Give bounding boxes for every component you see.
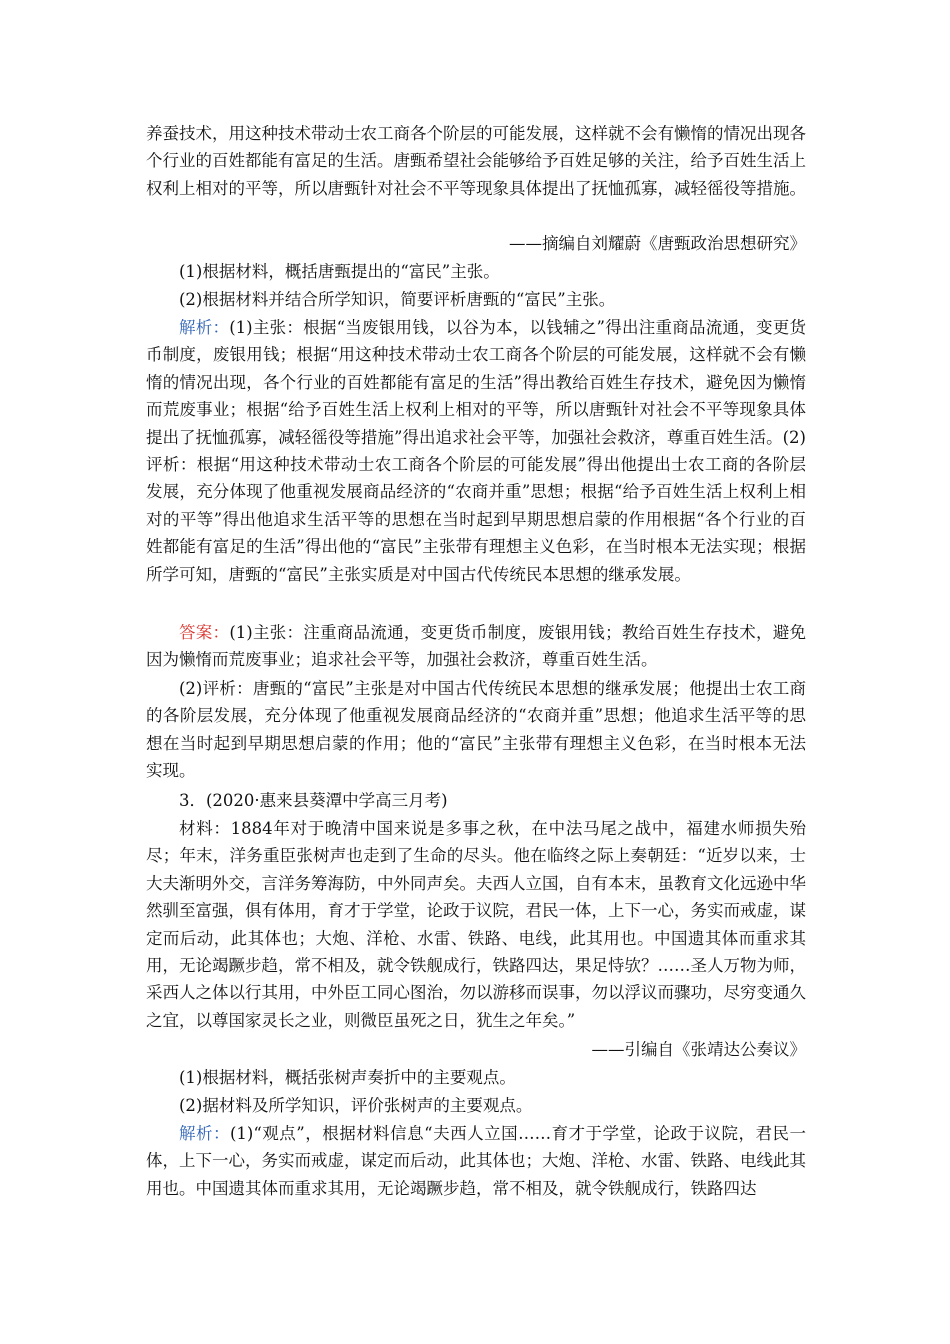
answer-label: 答案： <box>179 623 230 642</box>
analysis-3 <box>146 1120 806 1202</box>
question-3-part-2: (2)据材料及所学知识，评价张树声的主要观点。 <box>179 1096 533 1115</box>
answer-2-part-1-text: (1)主张：注重商品流通，变更货币制度，废银用钱；教给百姓生存技术，避免因为懒惰而荒废事业；追求社会平等，加强社会救济，尊重百姓生活。 <box>146 623 807 670</box>
question-2-part-2: (2)根据材料并结合所学知识，简要评析唐甄的“富民”主张。 <box>179 290 616 309</box>
question-3-source: ——引编自《张靖达公奏议》 <box>591 1040 806 1059</box>
question-3-part-1: (1)根据材料，概括张树声奏折中的主要观点。 <box>179 1068 516 1087</box>
material-source: ——摘编自刘耀蔚《唐甄政治思想研究》 <box>509 234 806 253</box>
question-3-title: 3．(2020·惠来县葵潭中学高三月考) <box>179 791 448 810</box>
analysis-label: 解析： <box>179 318 230 337</box>
analysis-2 <box>146 314 806 588</box>
question-2-part-1: (1)根据材料，概括唐甄提出的“富民”主张。 <box>179 262 500 281</box>
answer-2-part-2: (2)评析：唐甄的“富民”主张是对中国古代传统民本思想的继承发展；他提出士农工商的各阶层发展，充分体现了他重视发展商品经济的“农商并重”思想；他追求生活平等的思想在当时起到早期思想启蒙的作用；他的“富民”主张带有理想主义色彩，在当时根本无法实现。 <box>146 679 806 781</box>
analysis-3-label: 解析： <box>179 1124 230 1143</box>
question-3-material: 材料：1884年对于晚清中国来说是多事之秋，在中法马尾之战中，福建水师损失殆尽；年末，洋务重臣张树声也走到了生命的尽头。他在临终之际上奏朝廷：“近岁以来，士大夫渐明外交，言洋务筹海防，中外同声矣。夫西人立国，自有本末，虽教育文化远逊中华然驯至富强，俱有体用，育才于学堂，论政于议院，君民一体，上下一心，务实而戒虚，谋定而后动，此其体也；大炮、洋枪、水雷、铁路、电线，此其用也。中国遗其体而重求其用，无论竭蹶步趋，常不相及，就令铁舰成行，铁路四达，果足恃欤？……圣人万物为师，采西人之体以行其用，中外臣工同心图治，勿以游移而误事，勿以浮议而骤功，尽穷变通久之宜，以尊国家灵长之业，则微臣虽死之日，犹生之年矣。” <box>146 819 806 1030</box>
analysis-2-text: (1)主张：根据“当废银用钱，以谷为本，以钱辅之”得出注重商品流通，变更货币制度，废银用钱；根据“用这种技术带动士农工商各个阶层的可能发展，这样就不会有懒惰的情况出现，各个行业的百姓都能有富足的生活”得出教给百姓生存技术，避免因为懒惰而荒废事业；根据“给予百姓生活上权利上相对的平等，所以唐甄针对社会不平等现象具体提出了抚恤孤寡，减轻徭役等措施”得出追求社会平等，加强社会救济，尊重百姓生活。(2)评析：根据“用这种技术带动士农工商各个阶层的可能发展”得出他提出士农工商的各阶层发展，充分体现了他重视发展商品经济的“农商并重”思想；根据“给予百姓生活上权利上相对的平等”得出他追求生活平等的思想在当时起到早期思想启蒙的作用根据“各个行业的百姓都能有富足的生活”得出他的“富民”主张带有理想主义色彩，在当时根本无法实现；根据所学可知，唐甄的“富民”主张实质是对中国古代传统民本思想的继承发展。 <box>146 318 806 584</box>
material-paragraph: 养蚕技术，用这种技术带动士农工商各个阶层的可能发展，这样就不会有懒惰的情况出现各个行业的百姓都能有富足的生活。唐甄希望社会能够给予百姓足够的关注，给予百姓生活上权利上相对的平等，所以唐甄针对社会不平等现象具体提出了抚恤孤寡，减轻徭役等措施。 <box>146 124 806 198</box>
analysis-3-text: (1)“观点”，根据材料信息“夫西人立国……育才于学堂，论政于议院，君民一体，上下一心，务实而戒虚，谋定而后动，此其体也；大炮、洋枪、水雷、铁路、电线此其用也。中国遗其体而重求其用，无论竭蹶步趋，常不相及，就令铁舰成行，铁路四达 <box>146 1124 806 1198</box>
answer-2-part-1 <box>146 619 806 674</box>
